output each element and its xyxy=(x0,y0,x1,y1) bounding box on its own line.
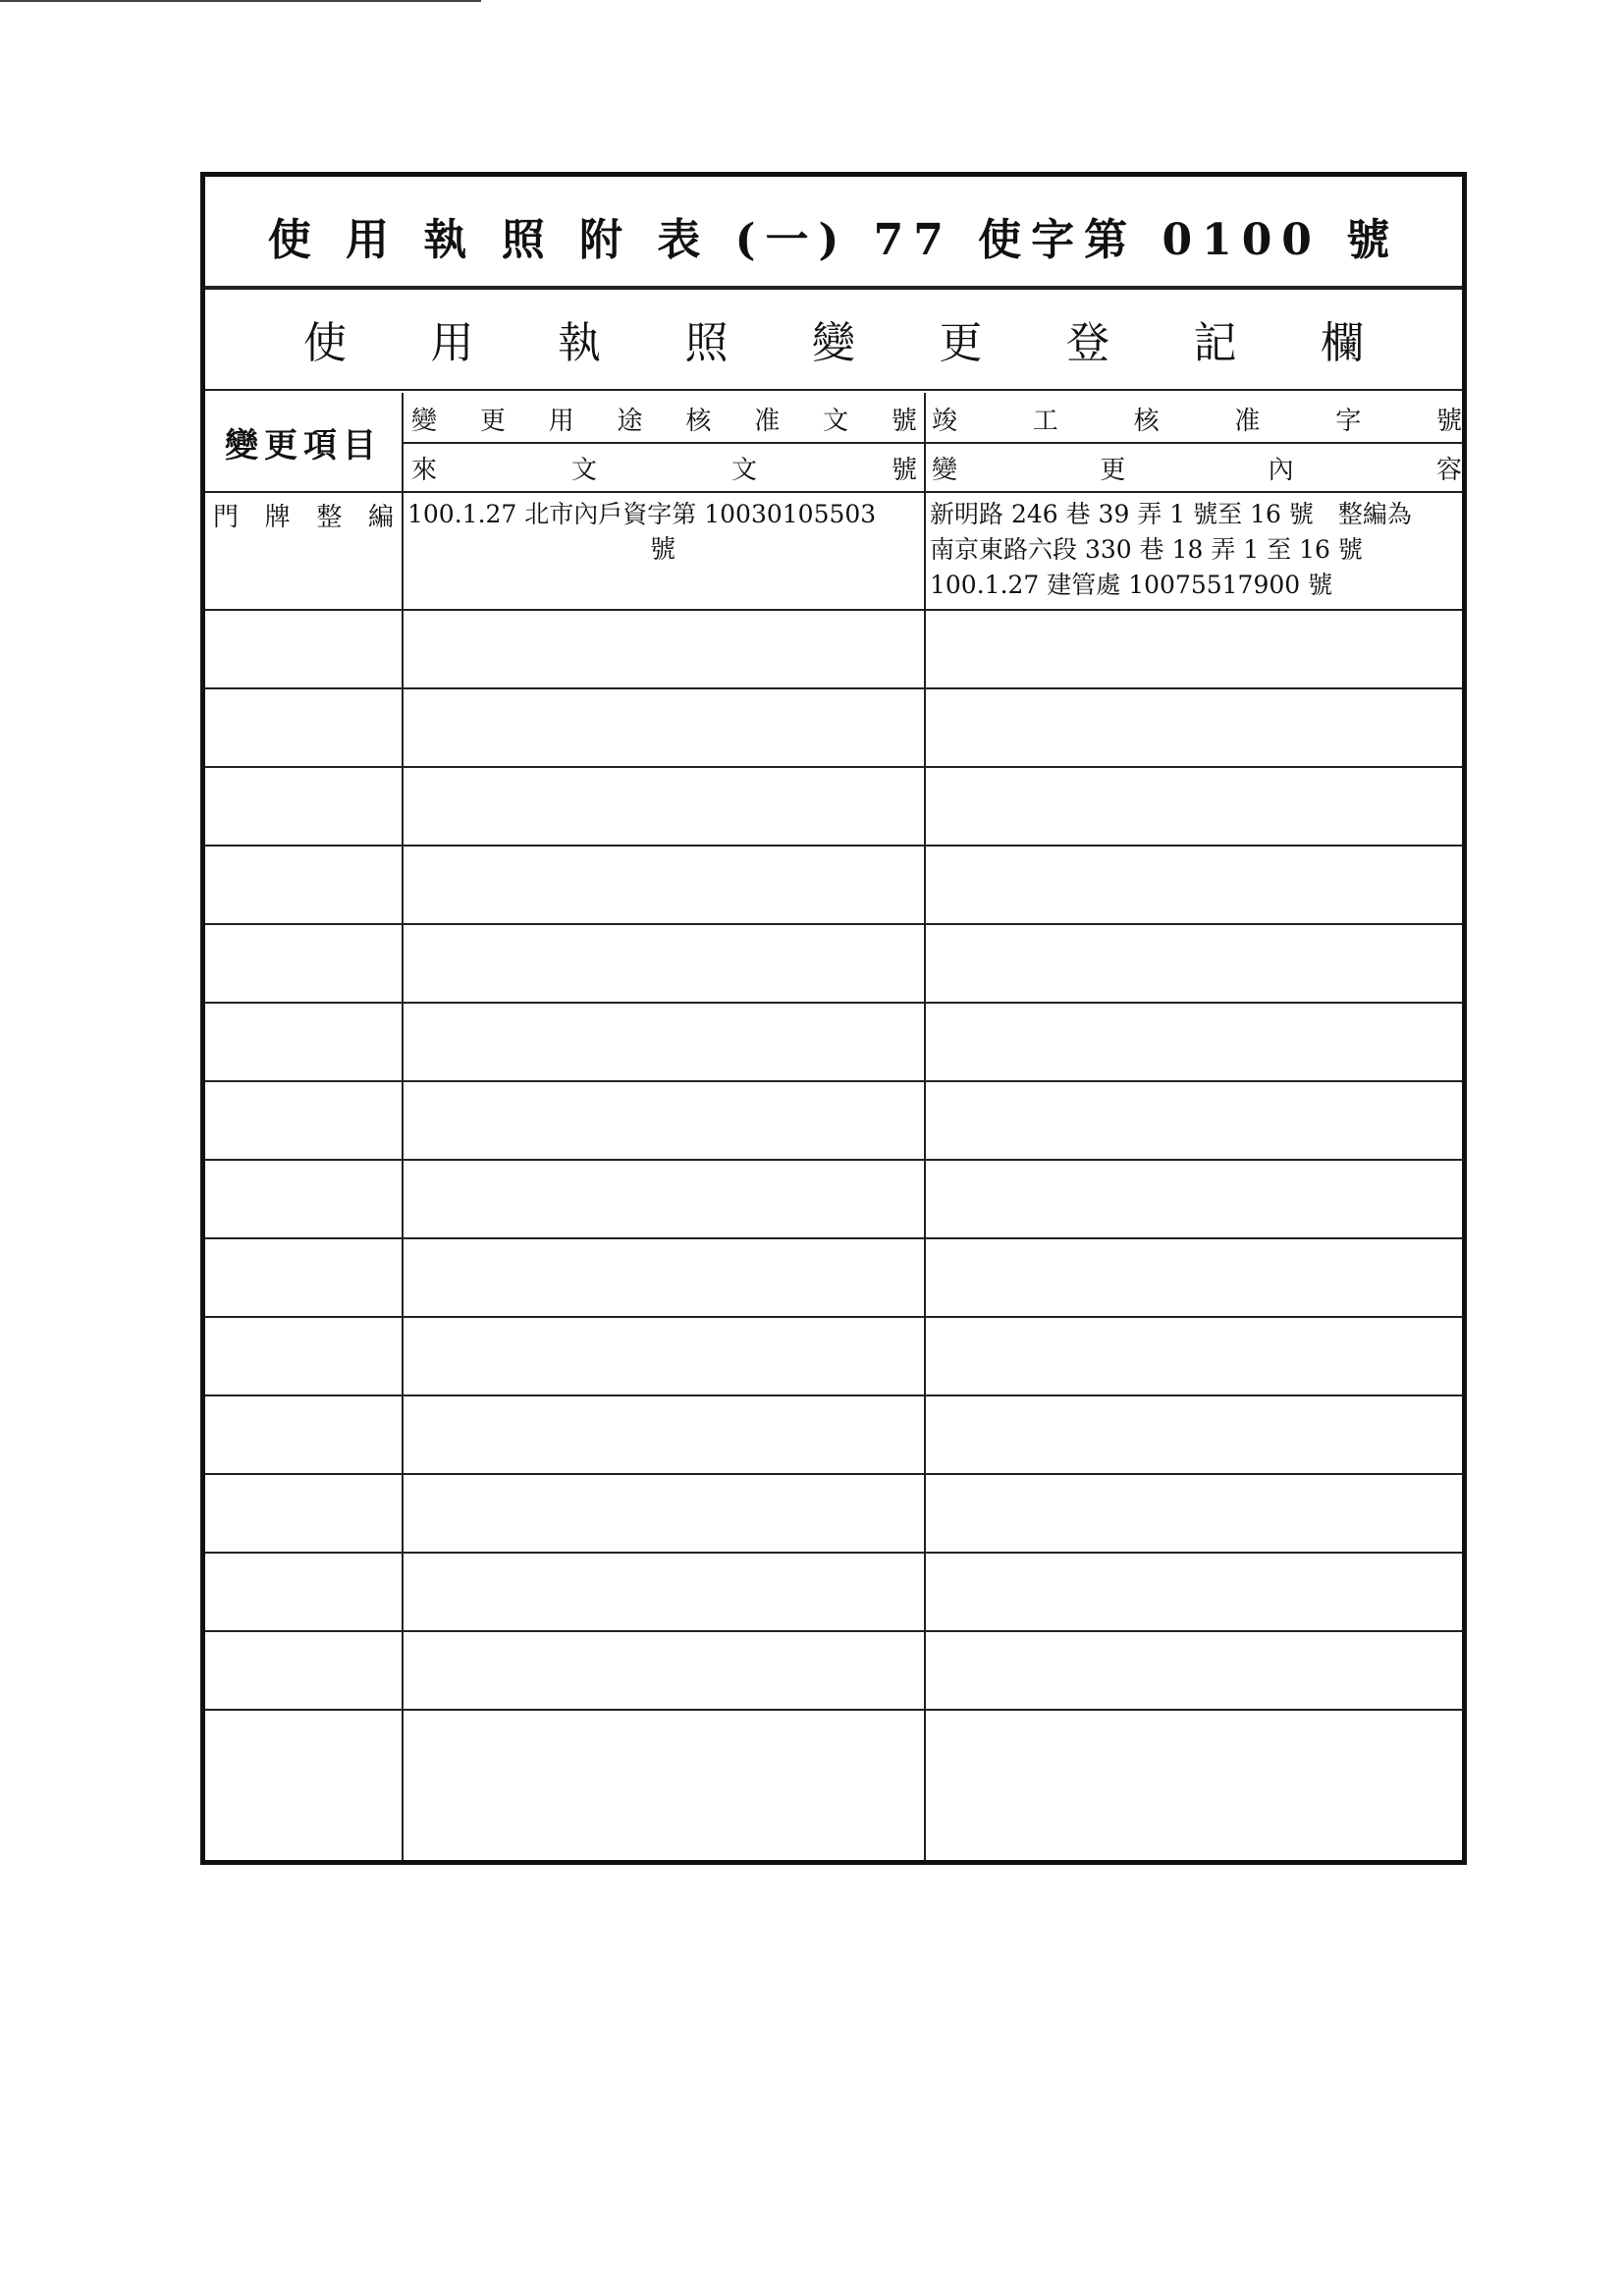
subtitle-char: 欄 xyxy=(1321,318,1364,368)
form-title: 使 用 執 照 附 表 (一) 77 使字第 0100 號 xyxy=(267,215,1400,265)
column-divider xyxy=(924,393,926,1860)
form-title-band xyxy=(205,177,1462,288)
header-change-content: 變 更 內 容 xyxy=(932,455,1462,485)
entry-change-content-line: 新明路 246 巷 39 弄 1 號至 16 號 整編為 xyxy=(930,500,1412,528)
entry-item: 門 牌 整 編 xyxy=(213,502,394,532)
row-line xyxy=(205,609,1462,611)
row-line xyxy=(205,1159,1462,1161)
row-line xyxy=(205,1473,1462,1475)
row-line xyxy=(205,687,1462,689)
subtitle-char: 使 xyxy=(303,318,347,368)
row-line xyxy=(205,1316,1462,1318)
header-incoming-doc: 來 文 文 號 xyxy=(411,455,917,485)
use-permit-change-form xyxy=(200,172,1467,1865)
row-line xyxy=(205,1552,1462,1554)
entry-change-content-line: 100.1.27 建管處 10075517900 號 xyxy=(930,571,1333,599)
subtitle-char: 用 xyxy=(430,318,474,368)
column-divider xyxy=(402,393,404,1860)
form-subtitle-band xyxy=(205,288,1462,391)
row-line xyxy=(205,1237,1462,1239)
change-record-table xyxy=(205,393,1462,1860)
subtitle-char: 更 xyxy=(939,318,983,368)
entry-change-content-line: 南京東路六段 330 巷 18 弄 1 至 16 號 xyxy=(930,535,1363,564)
row-line xyxy=(205,845,1462,847)
subtitle-char: 變 xyxy=(812,318,855,368)
row-line xyxy=(205,491,1462,493)
entry-doc-number: 100.1.27 北市內戶資字第 10030105503 xyxy=(407,500,877,528)
row-line xyxy=(205,766,1462,768)
row-line xyxy=(205,1709,1462,1711)
subtitle-char: 記 xyxy=(1193,318,1237,368)
row-line xyxy=(205,1394,1462,1396)
header-subdivider xyxy=(402,442,1462,444)
row-line xyxy=(205,1080,1462,1082)
entry-doc-number-suffix: 號 xyxy=(649,535,675,565)
subtitle-char: 登 xyxy=(1066,318,1109,368)
row-line xyxy=(205,1630,1462,1632)
row-line xyxy=(205,923,1462,925)
subtitle-char: 執 xyxy=(558,318,601,368)
scan-edge-line xyxy=(0,0,481,2)
subtitle-char: 照 xyxy=(684,318,729,368)
form-subtitle xyxy=(303,311,1364,366)
header-completion-approval: 竣 工 核 准 字 號 xyxy=(932,406,1462,436)
header-change-item: 變更項目 xyxy=(225,425,382,465)
row-line xyxy=(205,1002,1462,1004)
header-approval-doc: 變 更 用 途 核 准 文 號 xyxy=(411,406,917,436)
